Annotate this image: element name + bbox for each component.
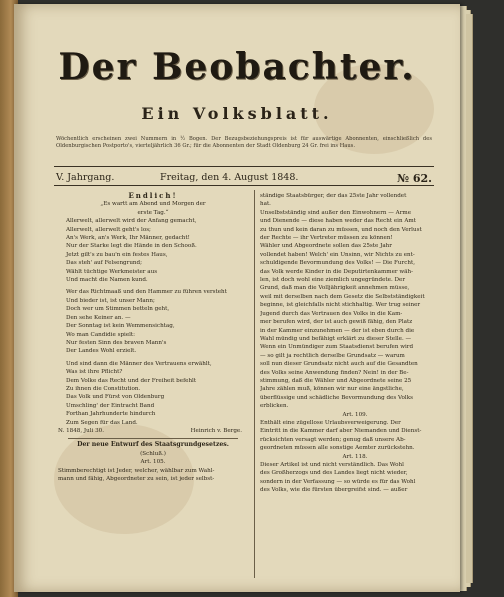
text-line: erblicken. — [260, 403, 289, 410]
article-body — [58, 467, 248, 484]
signature-date: N. 1848, Juli 30. — [58, 427, 104, 434]
text-line: und Dienende — diese haben weder das Recht ein Amt — [260, 218, 416, 225]
text-line: Und bieder ist, ist unser Mann; — [66, 297, 155, 304]
text-line: len, ist doch wohl eine ziemlich ungegründete. Der — [260, 277, 405, 284]
text-line: das Volk werde Kinder in die Deputirtenkammer wäh- — [260, 268, 413, 275]
article-sub: (Schluß.) — [140, 450, 166, 457]
text-line: beginne, ist gleichfalls nicht stichhaltig. Wer trug seiner — [260, 302, 421, 309]
text-line: Wo man Candidie spielt: — [66, 331, 136, 338]
text-line: Jugend durch das Vertrauen des Volks in die Kam- — [260, 310, 403, 317]
text-line: Wenn ein Unmündiger zum Staatsdienst berufen wird — [260, 344, 414, 351]
masthead-subtitle: Ein Volksblatt. — [141, 104, 333, 123]
text-line: Jetzt gilt's zu bau'n ein festes Haus, — [66, 251, 168, 258]
text-line: Eintritt in die Kammer darf aber Niemanden und Dienst- — [260, 428, 422, 435]
text-line: Dieser Artikel ist und nicht verständlich. Das Wohl — [260, 462, 404, 468]
text-line: in der Kammer einzunehmen — der ist eben durch die — [260, 327, 415, 334]
poem-epigraph — [58, 200, 248, 217]
masthead-title: Der Beobachter. — [58, 46, 416, 88]
text-line: Und sind dann die Männer des Vertrauens erwählt, — [66, 360, 212, 367]
text-line: des Volks, wie die fürsten übergreifst sind. — außer — [260, 487, 408, 494]
text-line: Das Volk und Fürst von Oldenburg — [66, 394, 165, 401]
text-line: geordneten müssen alle sonstige Aemter zurückstehn. — [260, 445, 415, 452]
article-heading: Der neue Entwurf des Staatsgrundgesetzes. — [77, 441, 229, 449]
poem-title: Endlich! — [128, 192, 178, 200]
article-number: Art. 118. — [342, 453, 368, 460]
text-line: Unselbstständig sind außer den Einwohnern — Arme — [260, 209, 412, 216]
text-line: Allerwelt, allerwelt geht's los; — [66, 226, 151, 233]
text-line: Wahl mündig und befähigt erklärt zu dieser Stelle. — — [260, 335, 412, 342]
text-line: mer berufen wird, der ist auch gewiß fähig, den Platz — [260, 319, 413, 326]
text-line: Stimmberechtigt ist Jeder, welcher, wählbar zum Wahl- — [58, 467, 215, 474]
text-line: Wähler und Abgeordnete sollen das 25ste Jahr — [260, 243, 392, 250]
column-divider — [254, 190, 255, 578]
text-line: soll nun dieser Grundsatz nicht auch auf die Gesandten — [260, 361, 418, 368]
text-line: weil mit derselben nach dem Gesetz die Selbstständigkeit — [260, 293, 425, 300]
text-line: überflüssige und schädliche Bevormundung des Volks — [260, 394, 413, 401]
text-line: des Großherzogs und des Landes liegt nicht wieder, — [260, 470, 408, 477]
issue-date: Freitag, den 4. August 1848. — [160, 172, 299, 183]
dateline-rule — [54, 185, 434, 186]
text-line: vollendet haben! Welch' ein Unsinn, wir Nichts zu ent- — [260, 251, 415, 258]
text-line: sondern in der Verfassung — so würde es für das Wohl — [260, 478, 416, 485]
text-line: des Volks seine Anwendung finden? Nein! in der Be- — [260, 369, 409, 376]
text-line: Was ist ihre Pflicht? — [66, 369, 123, 376]
text-line: schuldigende Bevormundung des Volks! — Die Furcht, — [260, 260, 415, 267]
text-line: Und macht die Namen kund. — [66, 277, 148, 284]
poem-body — [58, 217, 248, 427]
text-line: — so gilt ja rechtlich derselbe Grundsatz — warum — [260, 352, 405, 359]
signature-name: Heinrich v. Berge. — [190, 427, 242, 434]
text-line: zu thun und kein daran zu müssen, und noch den Verlust — [260, 226, 422, 233]
text-line: Enthält eine zügellose Urlaubsverweigerung. Der — [260, 419, 401, 426]
text-line: Jahre zählen muß, können wir nur eine ängstliche, — [260, 386, 404, 393]
text-line: mann und fähig, Abgeordneter zu sein, ist jeder selbst- — [58, 476, 215, 482]
text-line: der Rechte — ihr Vertreter müssen zu können! — [260, 235, 393, 242]
text-line: Umschling' der Eintracht Band — [66, 402, 155, 409]
text-line: hat. — [260, 201, 271, 208]
text-line: Zum Segen für das Land. — [66, 419, 138, 426]
text-line: An's Werk, an's Werk, Ihr Männer, gedacht! — [66, 235, 190, 242]
text-line: Grund, daß man die Volljährigkeit annehmen müsse, — [260, 285, 410, 292]
subscription-notice: Wöchentlich erscheinen zwei Nummern in ½ Bogen. Der Bezugsbeziehungspreis ist für auswärtige Abonnenten, einschließlich des Oldenburgischen Postporto's, vierteljährlich 36 Gr.; für die Abonnenten der Stadt Oldenburg 24 Gr. frei ins Haus. — [56, 136, 432, 149]
text-line: Wählt tüchtige Werkmeister aus — [66, 268, 158, 275]
text-line: stimmung, daß die Wähler und Abgeordnete seine 25 — [260, 377, 412, 384]
poem-signature — [58, 427, 248, 435]
text-line: rücksichten versagt werden; genug daß unsere Ab- — [260, 436, 406, 443]
newspaper-page — [14, 4, 460, 592]
article-body-right — [260, 461, 450, 495]
right-column — [260, 192, 450, 495]
text-line: Das steh' auf Felsengrund; — [66, 260, 142, 267]
header-rule — [54, 166, 434, 167]
article-body-right — [260, 419, 450, 453]
text-line: „Es wartt am Abend und Morgen der — [100, 201, 206, 208]
left-column — [58, 192, 248, 483]
article-body-right — [260, 192, 450, 411]
page-edge — [466, 14, 473, 583]
text-line: ständige Staatsbürger, der das 25ste Jahr vollendet — [260, 193, 407, 199]
section-rule — [68, 438, 238, 439]
text-line: Forthan Jahrhunderte hindurch — [66, 411, 156, 418]
text-line: Dem Volke das Recht und der Freiheit befehlt — [66, 377, 197, 384]
text-line: Der Landes Wohl erzielt. — [66, 348, 137, 355]
text-line: Doch wer um Stimmen betteln geht, — [66, 306, 170, 313]
article-number: Art. 109. — [342, 411, 368, 418]
text-line: Allerwelt, allerwelt wird der Anfang gemacht, — [66, 218, 197, 225]
text-line: Wer das Richtmaaß und den Hammer zu führen versteht — [66, 289, 227, 296]
text-line: Den sehe Keiner an. — — [66, 314, 131, 321]
text-line: erste Tag.“ — [137, 209, 169, 216]
text-line: Nur der Starke legt die Hände in den Schooß. — [66, 243, 197, 250]
issue-number: № 62. — [397, 172, 432, 185]
article-number: Art. 105. — [140, 459, 166, 466]
text-line: Zu ihnen die Constitution. — [66, 385, 141, 392]
text-line: Nur festen Sinn des braven Mann's — [66, 339, 167, 346]
text-line: Der Sonntag ist kein Wemmensichtag, — [66, 323, 175, 330]
volume-label: V. Jahrgang. — [56, 172, 115, 183]
